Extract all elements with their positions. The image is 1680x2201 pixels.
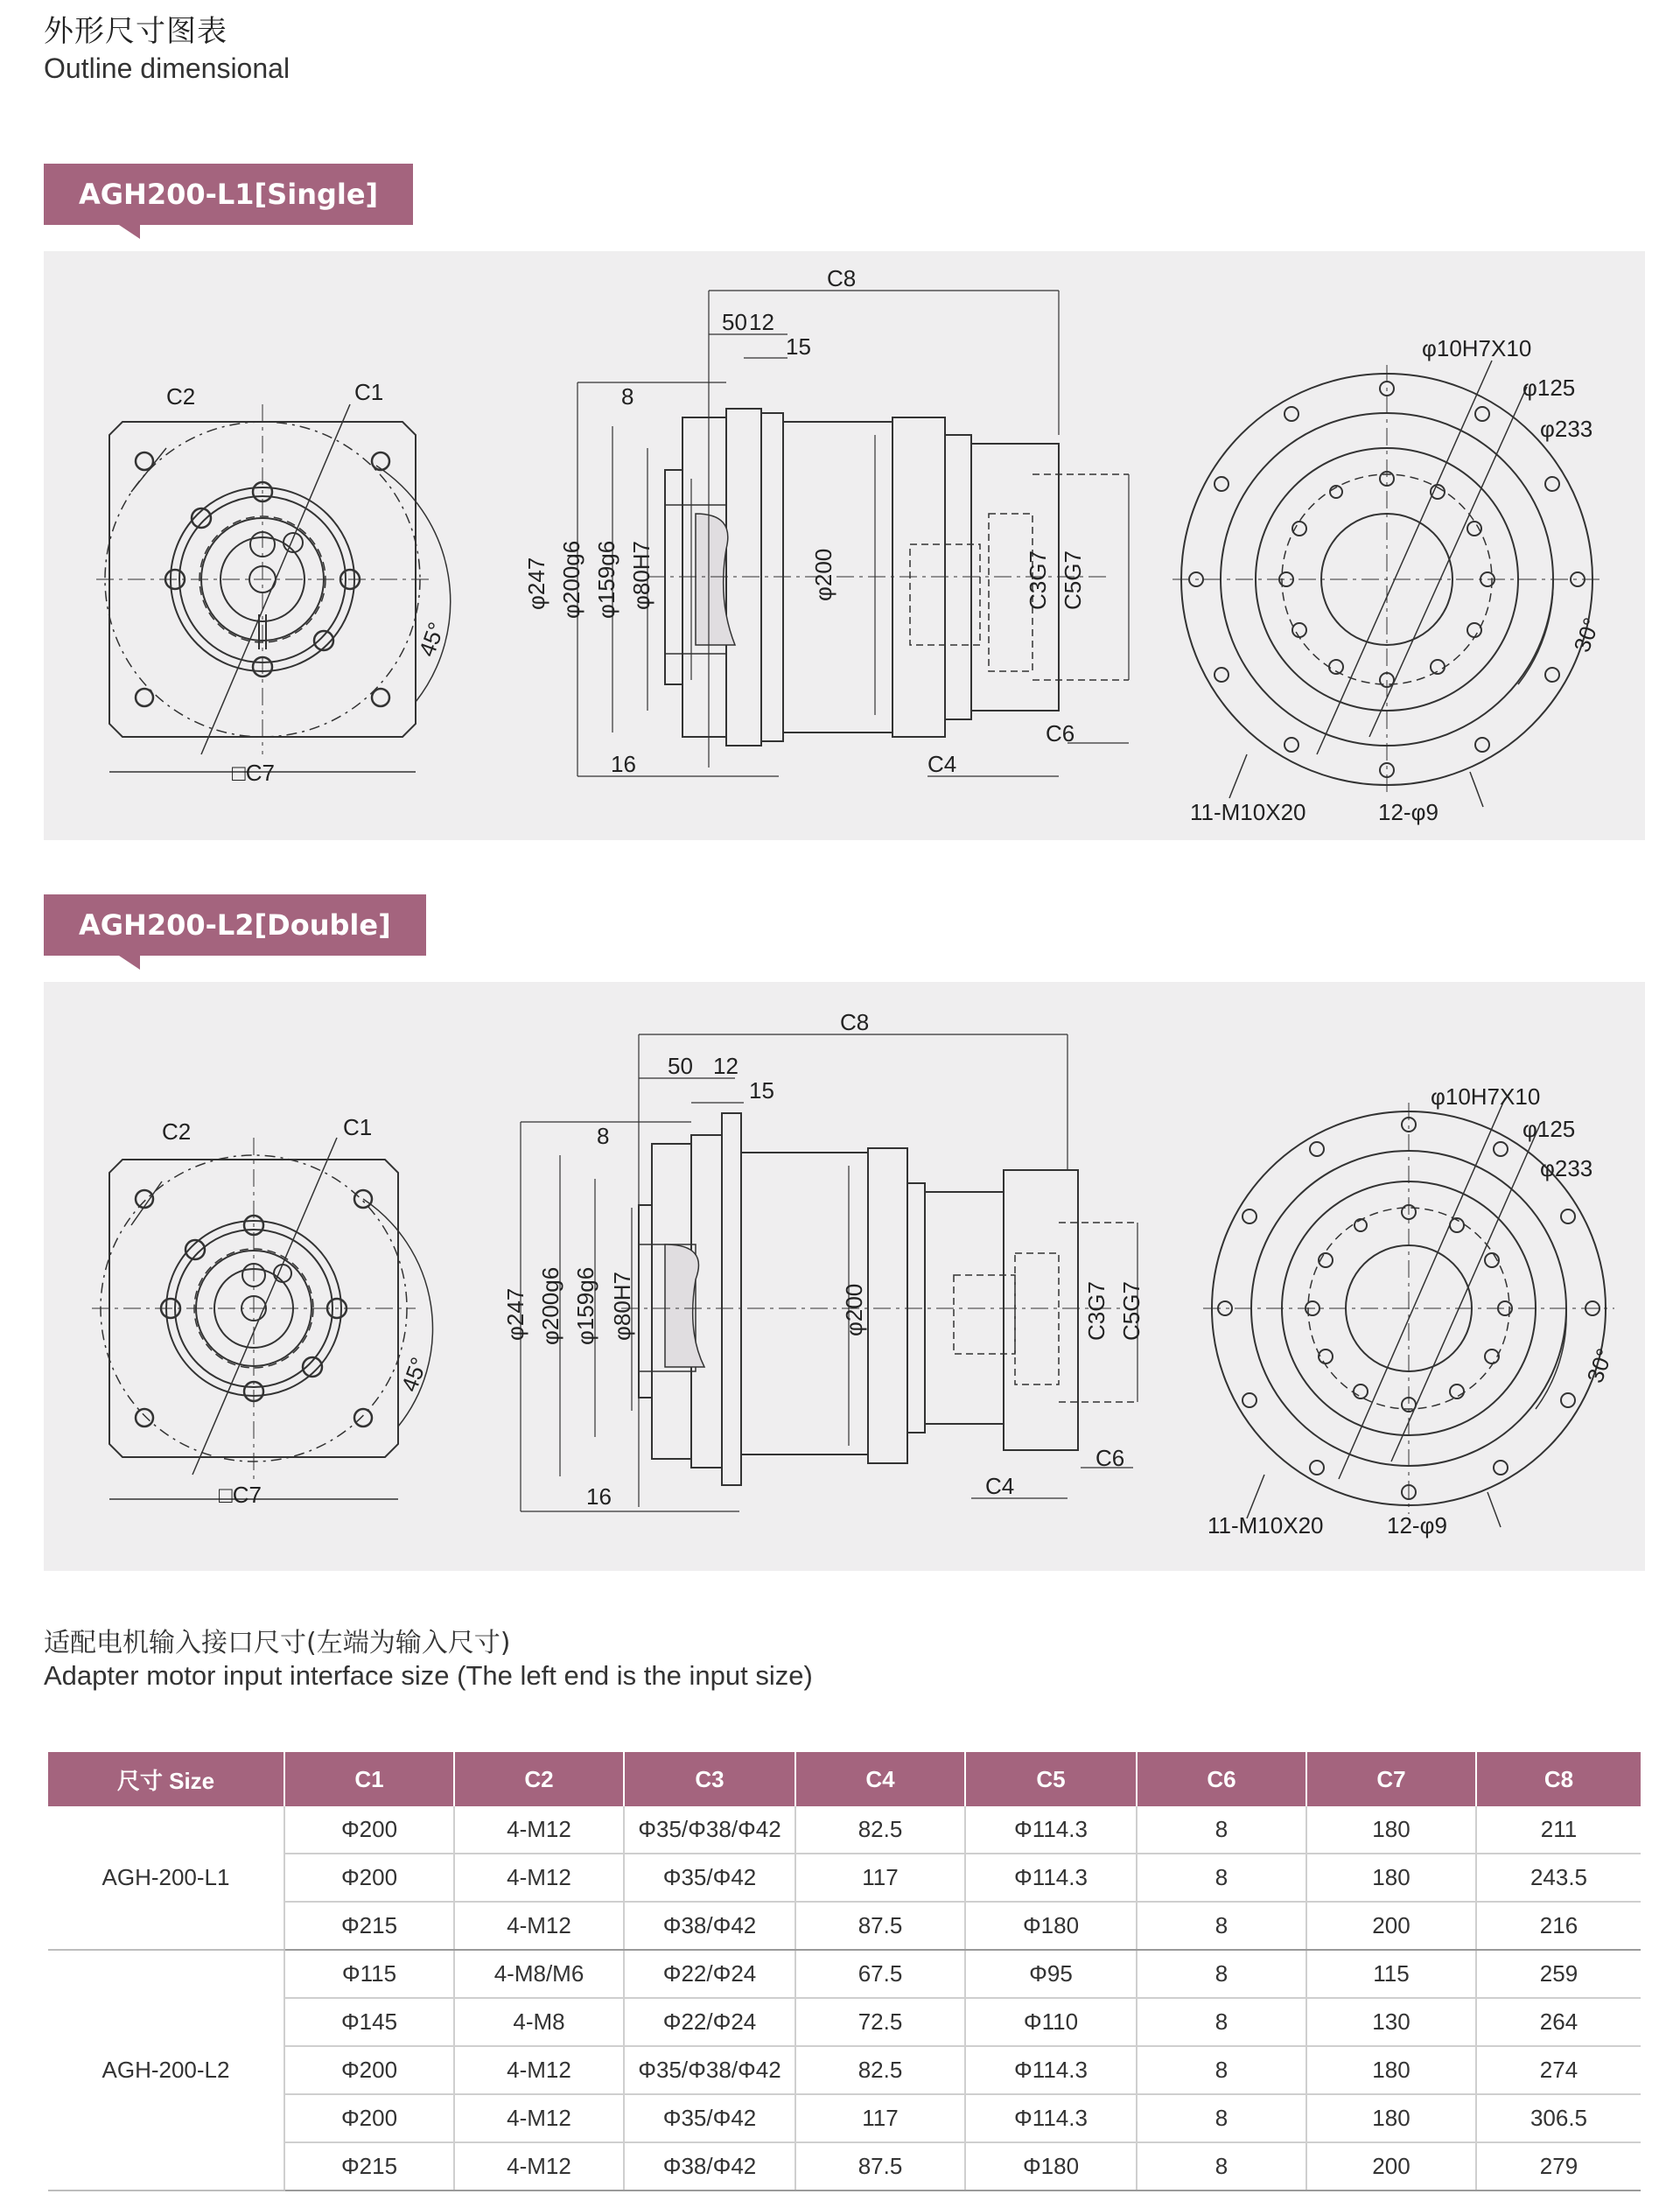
table-cell: Φ200 bbox=[284, 2046, 454, 2094]
label-12: 12 bbox=[713, 1053, 738, 1079]
table-cell: 259 bbox=[1476, 1950, 1641, 1998]
label-8: 8 bbox=[597, 1123, 610, 1149]
drawing-double bbox=[44, 982, 1645, 1571]
label-c3g7: C3G7 bbox=[1025, 550, 1051, 610]
header-c2: C2 bbox=[454, 1752, 624, 1806]
front-view bbox=[96, 404, 451, 772]
label-d200: φ200 bbox=[841, 1283, 867, 1336]
page-title-en: Outline dimensional bbox=[44, 53, 290, 84]
label-d247: φ247 bbox=[502, 1287, 528, 1341]
table-row bbox=[48, 1806, 1641, 1854]
adapter-title-en: Adapter motor input interface size (The left end is the input size) bbox=[44, 1660, 813, 1691]
header-c6: C6 bbox=[1137, 1752, 1306, 1806]
table-cell: Φ22/Φ24 bbox=[624, 1998, 795, 2046]
drawing-panel-single bbox=[44, 251, 1645, 840]
label-holes: 12-φ9 bbox=[1378, 799, 1438, 825]
label-d233: φ233 bbox=[1540, 1155, 1593, 1181]
label-c2: C2 bbox=[166, 383, 196, 410]
table-cell: 4-M8 bbox=[454, 1998, 624, 2046]
table-row bbox=[48, 1998, 1641, 2046]
table-cell: 8 bbox=[1137, 1806, 1306, 1854]
label-d159g6: φ159g6 bbox=[572, 1266, 598, 1345]
label-50: 50 bbox=[722, 309, 747, 335]
label-pin: φ10H7X10 bbox=[1431, 1083, 1541, 1110]
table-cell: 8 bbox=[1137, 1998, 1306, 2046]
table-cell: 87.5 bbox=[795, 1902, 965, 1950]
table-cell: Φ114.3 bbox=[965, 2094, 1137, 2142]
label-c4: C4 bbox=[928, 751, 957, 777]
label-d125: φ125 bbox=[1522, 375, 1576, 401]
table-cell: Φ114.3 bbox=[965, 2046, 1137, 2094]
label-c2: C2 bbox=[162, 1118, 192, 1145]
label-12: 12 bbox=[749, 309, 774, 335]
label-holes: 12-φ9 bbox=[1387, 1512, 1447, 1539]
table-cell: 67.5 bbox=[795, 1950, 965, 1998]
label-c5g7: C5G7 bbox=[1118, 1281, 1144, 1341]
header-c5: C5 bbox=[965, 1752, 1137, 1806]
label-45deg: 45° bbox=[413, 618, 451, 661]
header-c8: C8 bbox=[1476, 1752, 1641, 1806]
adapter-title-cn: 适配电机输入接口尺寸(左端为输入尺寸) bbox=[44, 1628, 511, 1658]
table-cell: 4-M12 bbox=[454, 1902, 624, 1950]
table-cell: 82.5 bbox=[795, 1806, 965, 1854]
header-c3: C3 bbox=[624, 1752, 795, 1806]
table-cell: 115 bbox=[1306, 1950, 1476, 1998]
label-d200g6: φ200g6 bbox=[558, 540, 584, 619]
header-size: 尺寸 Size bbox=[48, 1752, 284, 1806]
header-c4: C4 bbox=[795, 1752, 965, 1806]
table-row bbox=[48, 1854, 1641, 1902]
label-tap: 11-M10X20 bbox=[1208, 1512, 1324, 1539]
side-view bbox=[578, 291, 1129, 776]
section-tag-double: AGH200-L2[Double] bbox=[44, 894, 426, 956]
table-cell: 4-M12 bbox=[454, 2046, 624, 2094]
section-tag-single: AGH200-L1[Single] bbox=[44, 164, 413, 225]
drawing-panel-double bbox=[44, 982, 1645, 1571]
header-c1: C1 bbox=[284, 1752, 454, 1806]
table-cell: Φ22/Φ24 bbox=[624, 1950, 795, 1998]
table-cell: Φ200 bbox=[284, 1806, 454, 1854]
table-cell: Φ145 bbox=[284, 1998, 454, 2046]
label-d125: φ125 bbox=[1522, 1116, 1576, 1142]
table-row bbox=[48, 2046, 1641, 2094]
label-16: 16 bbox=[586, 1483, 612, 1510]
table-cell: 8 bbox=[1137, 2142, 1306, 2190]
table-cell: 216 bbox=[1476, 1902, 1641, 1950]
label-50: 50 bbox=[668, 1053, 693, 1079]
label-c6: C6 bbox=[1046, 720, 1075, 747]
header-c7: C7 bbox=[1306, 1752, 1476, 1806]
label-45deg: 45° bbox=[396, 1353, 433, 1396]
table-header-row bbox=[48, 1752, 1641, 1806]
table-cell: Φ180 bbox=[965, 1902, 1137, 1950]
label-d159g6: φ159g6 bbox=[593, 540, 620, 619]
table-cell: Φ200 bbox=[284, 1854, 454, 1902]
label-pin: φ10H7X10 bbox=[1422, 335, 1532, 361]
label-15: 15 bbox=[786, 333, 811, 360]
table-cell: 180 bbox=[1306, 2046, 1476, 2094]
label-c8: C8 bbox=[827, 265, 857, 291]
table-cell: Φ215 bbox=[284, 1902, 454, 1950]
label-8: 8 bbox=[621, 383, 634, 410]
table-cell: Φ200 bbox=[284, 2094, 454, 2142]
page-title-cn: 外形尺寸图表 bbox=[44, 14, 228, 49]
table-row bbox=[48, 2094, 1641, 2142]
label-30deg: 30° bbox=[1568, 613, 1606, 656]
table-cell: 8 bbox=[1137, 1854, 1306, 1902]
table-cell: 82.5 bbox=[795, 2046, 965, 2094]
table-row bbox=[48, 1950, 1641, 1998]
model-cell: AGH-200-L2 bbox=[48, 1950, 284, 2190]
label-16: 16 bbox=[611, 751, 636, 777]
table-cell: 8 bbox=[1137, 2094, 1306, 2142]
table-cell: 211 bbox=[1476, 1806, 1641, 1854]
table-cell: 4-M12 bbox=[454, 1806, 624, 1854]
model-cell: AGH-200-L1 bbox=[48, 1806, 284, 1950]
label-c5g7: C5G7 bbox=[1060, 550, 1086, 610]
table-cell: 4-M8/M6 bbox=[454, 1950, 624, 1998]
label-d80h7: φ80H7 bbox=[609, 1271, 635, 1341]
drawing-single bbox=[44, 251, 1645, 840]
table-cell: Φ115 bbox=[284, 1950, 454, 1998]
table-cell: Φ35/Φ42 bbox=[624, 1854, 795, 1902]
label-c6: C6 bbox=[1096, 1445, 1125, 1471]
table-cell: Φ95 bbox=[965, 1950, 1137, 1998]
front-view bbox=[92, 1138, 432, 1499]
table-cell: Φ38/Φ42 bbox=[624, 1902, 795, 1950]
adapter-size-table bbox=[48, 1752, 1641, 2191]
table-cell: 264 bbox=[1476, 1998, 1641, 2046]
table-cell: Φ38/Φ42 bbox=[624, 2142, 795, 2190]
table-row bbox=[48, 2142, 1641, 2190]
label-tap: 11-M10X20 bbox=[1190, 799, 1306, 825]
label-c1: C1 bbox=[354, 379, 384, 405]
table-cell: Φ35/Φ38/Φ42 bbox=[624, 1806, 795, 1854]
table-cell: 117 bbox=[795, 1854, 965, 1902]
table-cell: 243.5 bbox=[1476, 1854, 1641, 1902]
table-cell: 200 bbox=[1306, 1902, 1476, 1950]
table-cell: 72.5 bbox=[795, 1998, 965, 2046]
label-d200g6: φ200g6 bbox=[537, 1266, 564, 1345]
table-cell: 4-M12 bbox=[454, 2094, 624, 2142]
table-cell: 8 bbox=[1137, 2046, 1306, 2094]
label-c3g7: C3G7 bbox=[1083, 1281, 1110, 1341]
table-cell: Φ35/Φ42 bbox=[624, 2094, 795, 2142]
table-cell: 4-M12 bbox=[454, 2142, 624, 2190]
label-d80h7: φ80H7 bbox=[628, 540, 654, 610]
table-cell: 306.5 bbox=[1476, 2094, 1641, 2142]
table-cell: 180 bbox=[1306, 1806, 1476, 1854]
table-cell: Φ180 bbox=[965, 2142, 1137, 2190]
table-row bbox=[48, 1902, 1641, 1950]
table-cell: Φ35/Φ38/Φ42 bbox=[624, 2046, 795, 2094]
label-d200: φ200 bbox=[810, 548, 836, 601]
table-cell: 8 bbox=[1137, 1902, 1306, 1950]
table-cell: Φ114.3 bbox=[965, 1854, 1137, 1902]
table-cell: 4-M12 bbox=[454, 1854, 624, 1902]
label-15: 15 bbox=[749, 1077, 774, 1104]
label-c8: C8 bbox=[840, 1009, 870, 1035]
table-cell: Φ114.3 bbox=[965, 1806, 1137, 1854]
label-c7: □C7 bbox=[219, 1482, 262, 1508]
table-cell: 117 bbox=[795, 2094, 965, 2142]
table-cell: 180 bbox=[1306, 1854, 1476, 1902]
label-c1: C1 bbox=[343, 1114, 373, 1140]
table-cell: 279 bbox=[1476, 2142, 1641, 2190]
table-cell: 180 bbox=[1306, 2094, 1476, 2142]
label-d247: φ247 bbox=[523, 557, 550, 610]
table-cell: 130 bbox=[1306, 1998, 1476, 2046]
table-cell: 87.5 bbox=[795, 2142, 965, 2190]
label-d233: φ233 bbox=[1540, 416, 1593, 442]
label-c7: □C7 bbox=[232, 760, 275, 786]
table-cell: Φ215 bbox=[284, 2142, 454, 2190]
table-cell: 200 bbox=[1306, 2142, 1476, 2190]
table-cell: Φ110 bbox=[965, 1998, 1137, 2046]
table-cell: 274 bbox=[1476, 2046, 1641, 2094]
label-30deg: 30° bbox=[1581, 1344, 1619, 1387]
table-cell: 8 bbox=[1137, 1950, 1306, 1998]
label-c4: C4 bbox=[985, 1473, 1015, 1499]
rear-view bbox=[1172, 361, 1601, 807]
